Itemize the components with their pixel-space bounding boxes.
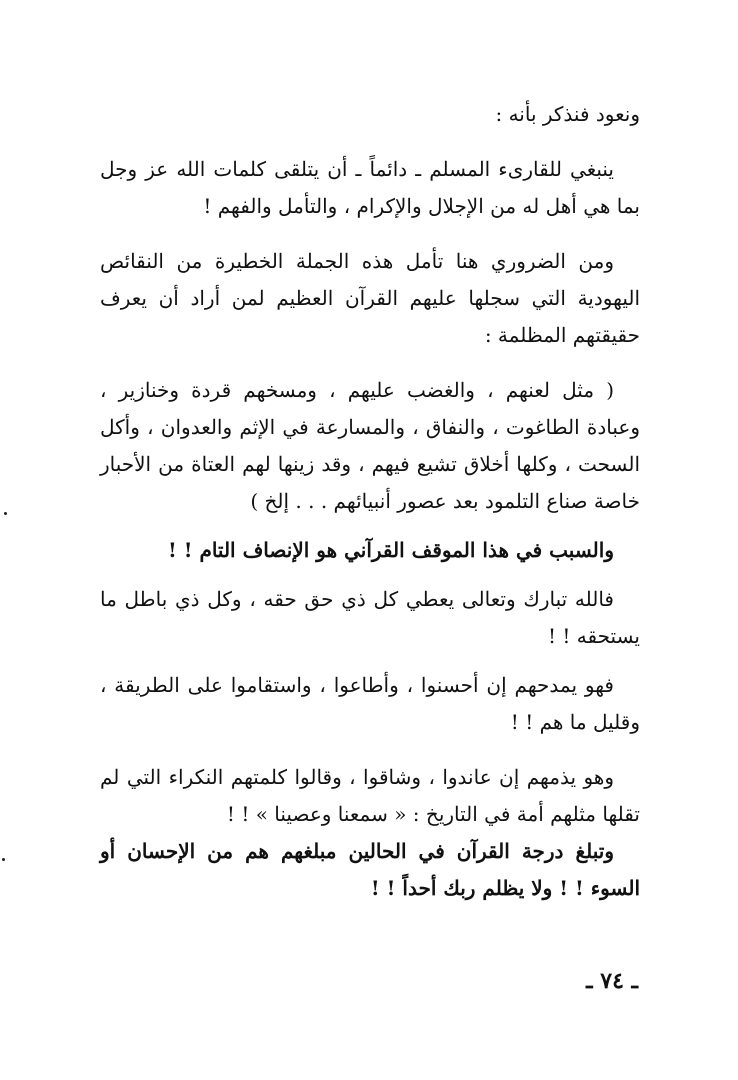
paragraph-jewish-traits: ومن الضروري هنا تأمل هذه الجملة الخطيرة من النقائص اليهودية التي سجلها عليهم القرآن العظيم لمن أراد أن يعرف حقيقتهم المظلمة : [100, 249, 640, 347]
heading-reason-fairness: والسبب في هذا الموقف القرآني هو الإنصاف التام ! ! [167, 538, 614, 562]
scan-speck [2, 858, 5, 861]
paragraph-conclusion: وتبلغ درجة القرآن في الحالين مبلغهم هم من الإحسان أو السوء ! ! ولا يظلم ربك أحداً ! ! [100, 839, 640, 900]
book-page [100, 96, 640, 907]
page-number: ـ ٧٤ ـ [586, 968, 638, 994]
paragraph-traits-list: ( مثل لعنهم ، والغضب عليهم ، ومسخهم قردة وخنازير ، وعبادة الطاغوت ، والنفاق ، والمسارعة في الإثم والعدوان ، وأكل السحت ، وكلها أخلاق تشيع فيهم ، وقد زينها لهم العتاة من الأحبار خاصة صناع التلمود بعد عصور أنبيائهم . . . إلخ ) [100, 378, 640, 513]
scan-speck [4, 512, 7, 515]
paragraph-reader-duty: ينبغي للقارىء المسلم ـ دائماً ـ أن يتلقى كلمات الله عز وجل بما هي أهل له من الإجلال والإكرام ، والتأمل والفهم ! [100, 157, 640, 218]
intro-line: ونعود فنذكر بأنه : [495, 102, 640, 126]
paragraph-god-justice: فالله تبارك وتعالى يعطي كل ذي حق حقه ، وكل ذي باطل ما يستحقه ! ! [100, 587, 640, 648]
paragraph-blame: وهو يذمهم إن عاندوا ، وشاقوا ، وقالوا كلمتهم النكراء التي لم تقلها مثلهم أمة في التاريخ : « سمعنا وعصينا » ! ! [100, 765, 640, 826]
paragraph-praise: فهو يمدحهم إن أحسنوا ، وأطاعوا ، واستقاموا على الطريقة ، وقليل ما هم ! ! [100, 673, 640, 734]
